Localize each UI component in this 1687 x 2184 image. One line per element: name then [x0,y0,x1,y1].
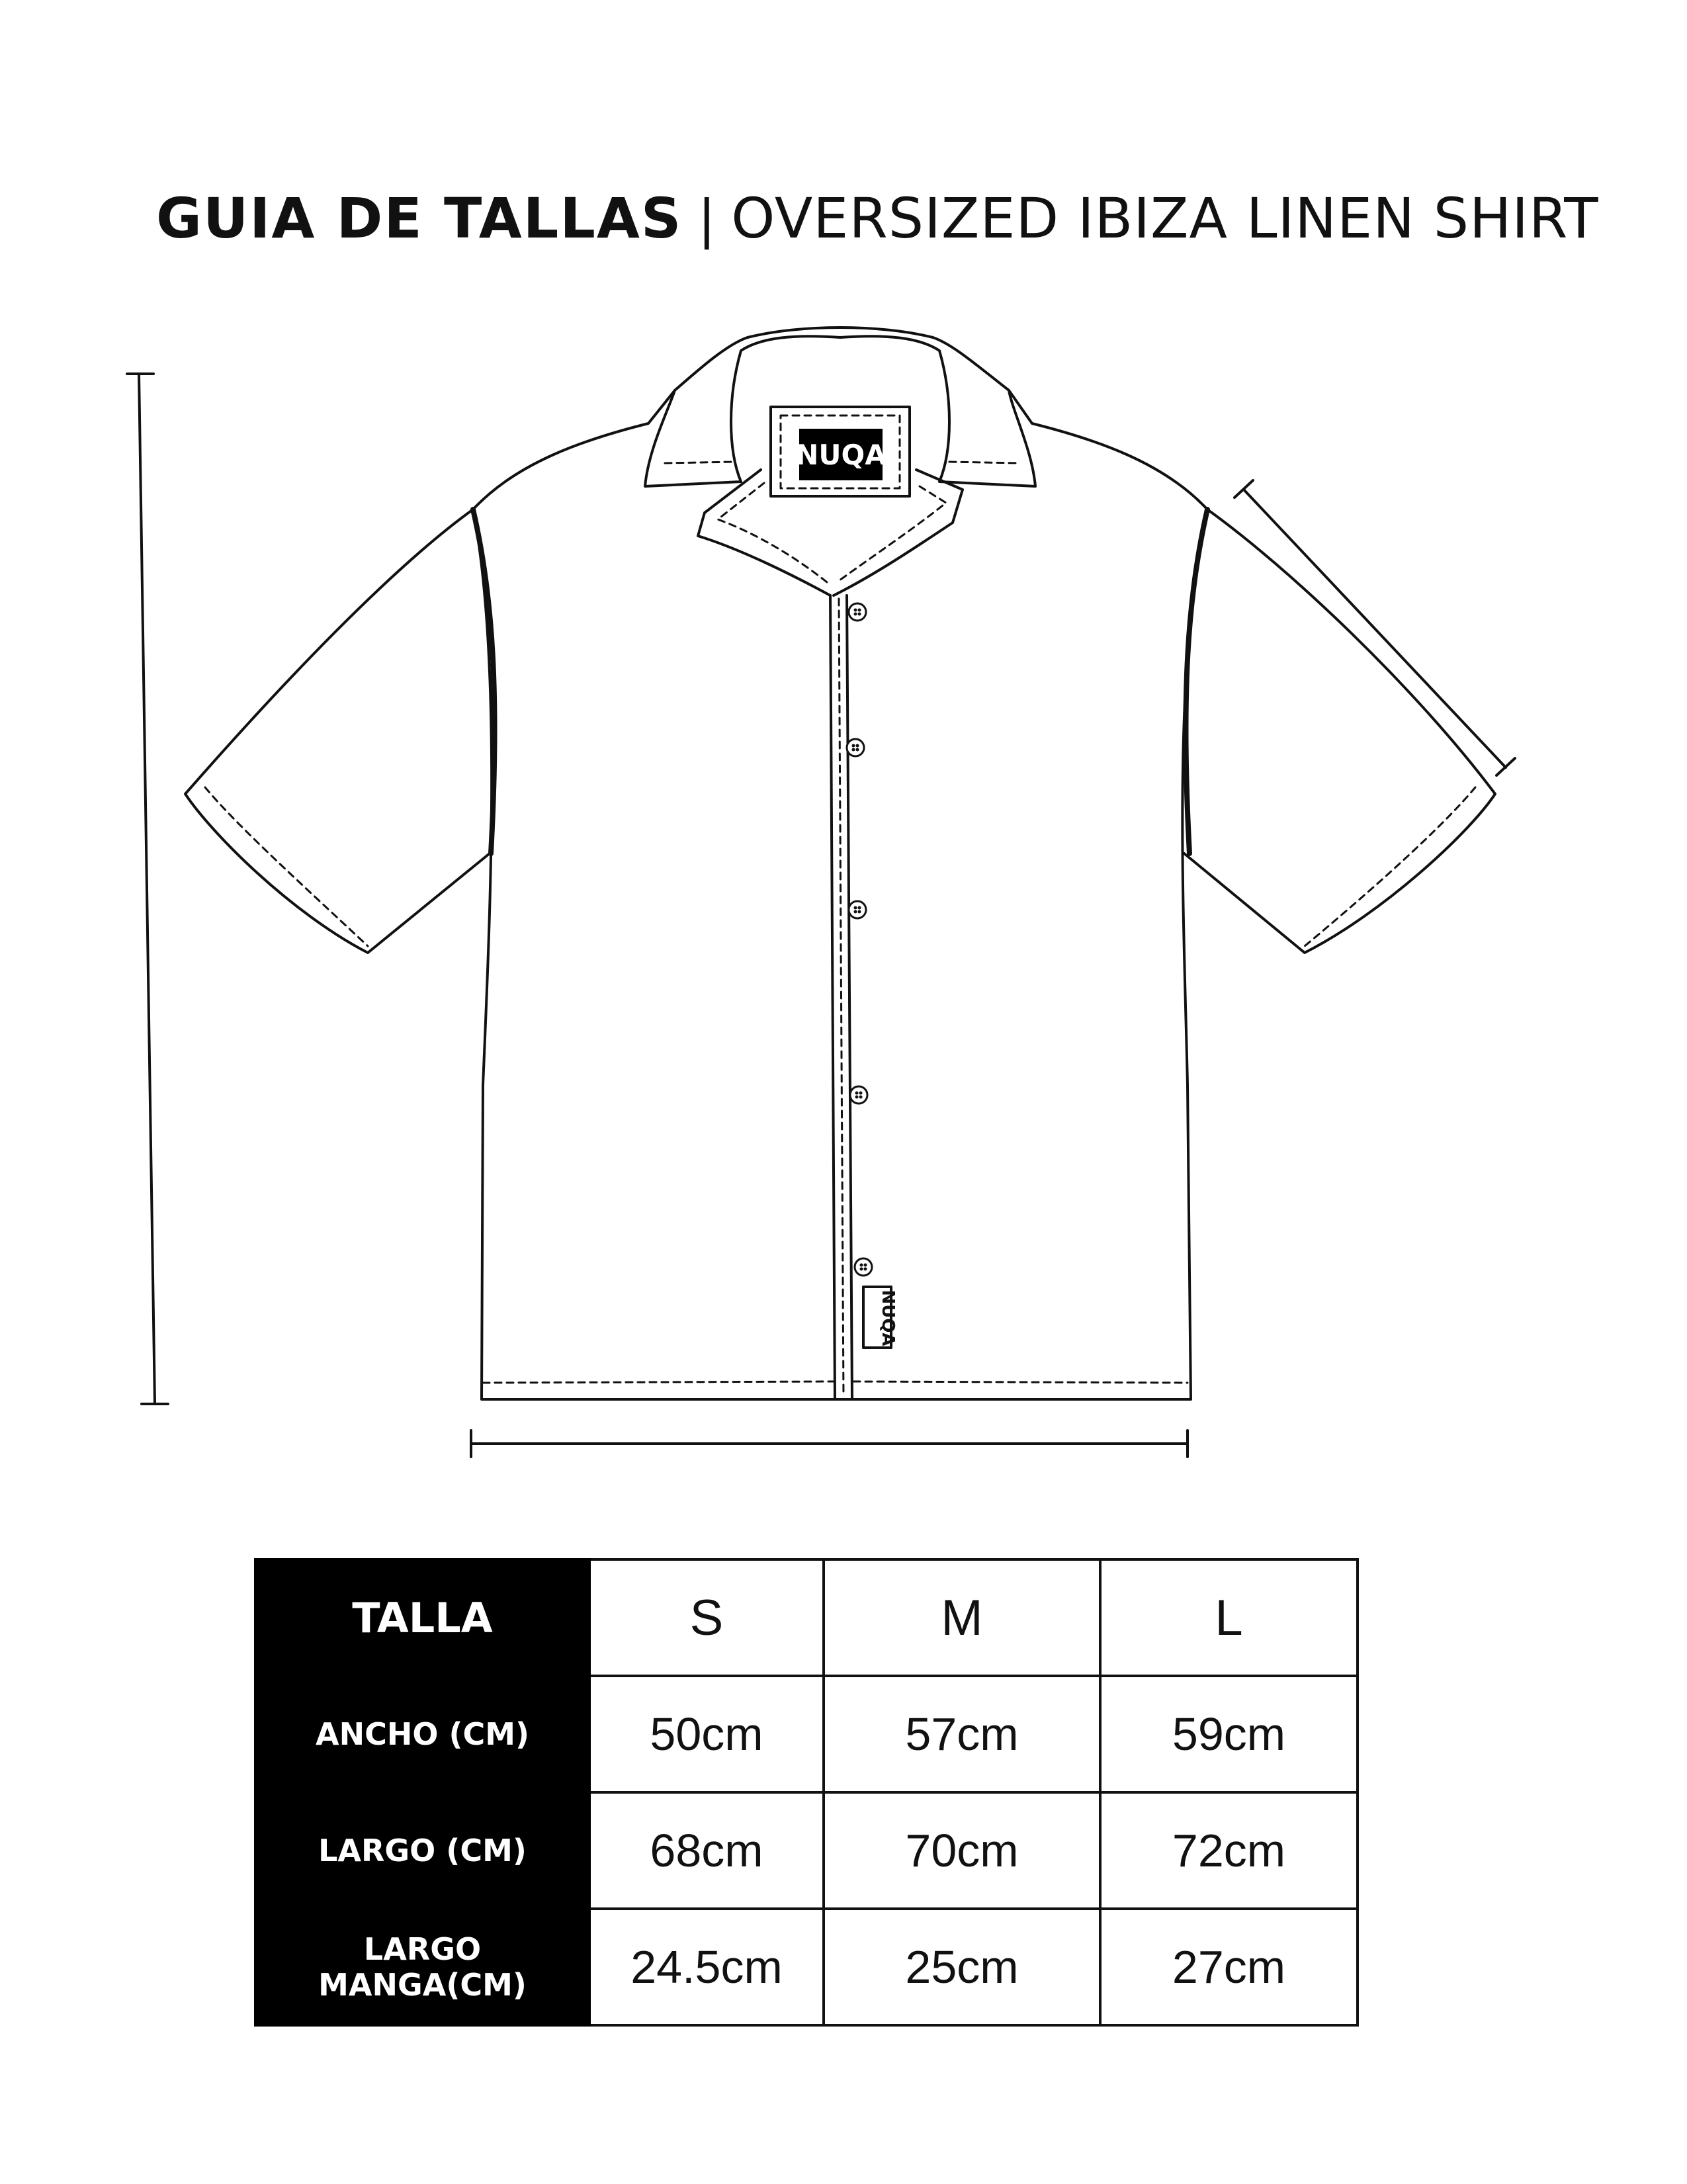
row-label-largo-manga: LARGO MANGA(CM) [255,1909,589,2025]
table-cell: 72cm [1100,1792,1358,1909]
left-sleeve [185,390,675,953]
table-cell: 57cm [824,1676,1100,1792]
table-row [255,1676,1358,1792]
neck-brand-label: NUQA [795,439,887,471]
title-guide: GUIA DE TALLAS [156,186,683,251]
table-cell: 27cm [1100,1909,1358,2025]
size-table [254,1558,1359,2027]
table-cell: 70cm [824,1792,1100,1909]
button-1 [849,603,866,621]
table-cell: 68cm [589,1792,824,1909]
table-cell: 25cm [824,1909,1100,2025]
right-sleeve [1009,390,1495,953]
table-cell: 24.5cm [589,1909,824,2025]
table-row [255,1559,1358,1676]
button-4 [850,1086,867,1104]
button-3 [849,901,866,918]
size-s: S [589,1559,824,1676]
size-l: L [1100,1559,1358,1676]
button-2 [847,739,864,756]
hem-brand-label: NUQA [878,1289,898,1346]
button-5 [855,1258,872,1276]
table-cell: 50cm [589,1676,824,1792]
title-product: OVERSIZED IBIZA LINEN SHIRT [731,186,1599,251]
shirt-body-outline [473,509,1207,1399]
length-measure-line [139,374,155,1404]
row-label-largo: LARGO (CM) [255,1792,589,1909]
row-label-ancho: ANCHO (CM) [255,1676,589,1792]
title-separator: | [699,187,714,249]
table-row [255,1909,1358,2025]
table-row [255,1792,1358,1909]
table-header-label: TALLA [255,1559,589,1676]
size-m: M [824,1559,1100,1676]
table-cell: 59cm [1100,1676,1358,1792]
sleeve-measure-line [1244,490,1506,767]
